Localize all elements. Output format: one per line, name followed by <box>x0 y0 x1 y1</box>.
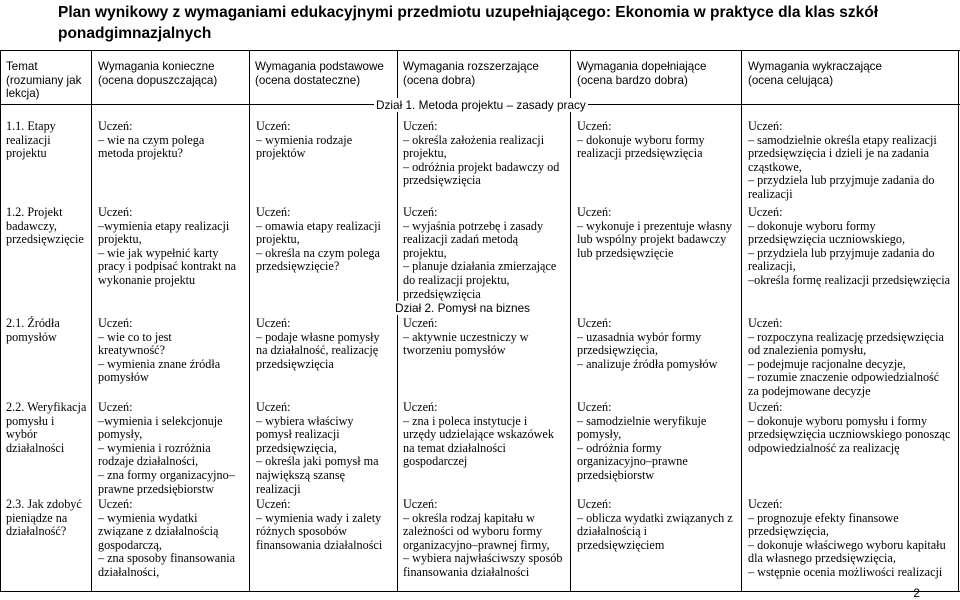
header-podstawowe: Wymagania podstawowe (ocena dostateczne) <box>255 60 384 87</box>
column-divider <box>570 50 571 592</box>
column-divider <box>397 50 398 592</box>
dop-row-2: Uczeń: –wymienia etapy realizacji projektu, – wie jak wypełnić karty pracy i podpisać kontrakt na wykonanie projektu <box>98 205 237 287</box>
db-row-4: Uczeń: – zna i poleca instytucje i urzędy udzielające wskazówek na temat działalności gospodarczej <box>403 400 554 469</box>
page-title: Plan wynikowy z wymaganiami edukacyjnymi przedmiotu uzupełniającego: Ekonomia w praktyce dla klas szkół ponadgimnazjalnych <box>58 4 879 42</box>
cel-row-5: Uczeń: – prognozuje efekty finansowe przedsięwzięcia, – dokonuje właściwego wyboru kapitału dla własnego przedsięwzięcia, – wstępnie ocenia możliwości realizacji <box>748 497 946 579</box>
dost-row-2: Uczeń: – omawia etapy realizacji projektu, – określa na czym polega przedsięwzięcie? <box>256 205 381 274</box>
db-row-2: Uczeń: – wyjaśnia potrzebę i zasady realizacji zadań metodą projektu, – planuje działania zmierzające do realizacji projektu, przedsięwzięcia <box>403 205 557 301</box>
topic-1-2: 1.2. Projekt badawczy, przedsięwzięcie <box>6 205 84 247</box>
db-row-5: Uczeń: – określa rodzaj kapitału w zależności od wyboru formy organizacyjno–prawnej firmy, – wybiera najwłaściwszy sposób finansowania działalności <box>403 497 563 579</box>
db-row-1: Uczeń: – określa założenia realizacji projektu, – odróżnia projekt badawczy od przedsięwzięcia <box>403 119 560 188</box>
header-konieczne: Wymagania konieczne (ocena dopuszczająca) <box>98 60 218 87</box>
header-dopelniajace: Wymagania dopełniające (ocena bardzo dobra) <box>577 60 707 87</box>
topic-2-1: 2.1. Źródła pomysłów <box>6 316 60 344</box>
bdb-row-4: Uczeń: – samodzielnie weryfikuje pomysły, – odróżnia formy organizacyjno–prawne przedsiębiorstw <box>577 400 707 482</box>
cel-row-3: Uczeń: – rozpoczyna realizację przedsięwzięcia od znalezienia pomysłu, – podejmuje racjonalne decyzje, – rozumie znaczenie odpowiedzialność za podejmowane decyzje <box>748 316 944 398</box>
section-heading-1: Dział 1. Metoda projektu – zasady pracy <box>376 98 586 112</box>
topic-2-2: 2.2. Weryfikacja pomysłu i wybór działalności <box>6 400 87 455</box>
header-temat: Temat (rozumiany jak lekcja) <box>6 60 82 100</box>
cel-row-1: Uczeń: – samodzielnie określa etapy realizacji przedsięwzięcia i dzieli je na zadania cząstkowe, – przydziela lub przyjmuje zadania do realizacji <box>748 119 937 201</box>
dost-row-3: Uczeń: – podaje własne pomysły na działalność, realizację przedsięwzięcia <box>256 316 380 371</box>
section-heading-2: Dział 2. Pomysł na biznes <box>395 301 531 315</box>
dop-row-3: Uczeń: – wie co to jest kreatywność? – wymienia znane źródła pomysłów <box>98 316 221 385</box>
bdb-row-2: Uczeń: – wykonuje i prezentuje własny lub wspólny projekt badawczy lub przedsięwzięcie <box>577 205 733 260</box>
topic-2-3: 2.3. Jak zdobyć pieniądze na działalność? <box>6 497 82 539</box>
column-divider <box>91 50 92 592</box>
cel-row-4: Uczeń: – dokonuje wyboru pomysłu i formy przedsięwzięcia uczniowskiego ponosząc odpowiedzialność za realizację <box>748 400 951 455</box>
table-bottom-border <box>0 591 960 592</box>
page-number: 2 <box>913 586 920 600</box>
column-divider <box>0 50 1 592</box>
topic-1-1: 1.1. Etapy realizacji projektu <box>6 119 56 161</box>
bdb-row-5: Uczeń: – oblicza wydatki związanych z działalnością i przedsięwzięciem <box>577 497 733 552</box>
header-rozszerzajace: Wymagania rozszerzające (ocena dobra) <box>403 60 539 87</box>
db-row-3: Uczeń: – aktywnie uczestniczy w tworzeniu pomysłów <box>403 316 529 358</box>
header-wykraczajace: Wymagania wykraczające (ocena celująca) <box>748 60 882 87</box>
cel-row-2: Uczeń: – dokonuje wyboru formy przedsięwzięcia uczniowskiego, – przydziela lub przyjmuje zadania do realizacji, –określa formę realizacji przedsięwzięcia <box>748 205 950 287</box>
column-divider <box>958 50 959 592</box>
bdb-row-1: Uczeń: – dokonuje wyboru formy realizacji przedsięwzięcia <box>577 119 705 161</box>
dop-row-4: Uczeń: –wymienia i selekcjonuje pomysły, – wymienia i rozróżnia rodzaje działalności, – zna formy organizacyjno– prawne przedsiębiorstw <box>98 400 235 496</box>
dost-row-1: Uczeń: – wymienia rodzaje projektów <box>256 119 353 161</box>
dost-row-5: Uczeń: – wymienia wady i zalety różnych sposobów finansowania działalności <box>256 497 383 552</box>
dop-row-5: Uczeń: – wymienia wydatki związane z działalnością gospodarczą, – zna sposoby finansowania działalności, <box>98 497 236 579</box>
dop-row-1: Uczeń: – wie na czym polega metoda projektu? <box>98 119 205 161</box>
column-divider <box>741 50 742 592</box>
column-divider <box>249 50 250 592</box>
table-top-border <box>0 50 960 51</box>
dost-row-4: Uczeń: – wybiera właściwy pomysł realizacji przedsięwzięcia, – określa jaki pomysł ma największą szansę realizacji <box>256 400 379 496</box>
bdb-row-3: Uczeń: – uzasadnia wybór formy przedsięwzięcia, – analizuje źródła pomysłów <box>577 316 718 371</box>
